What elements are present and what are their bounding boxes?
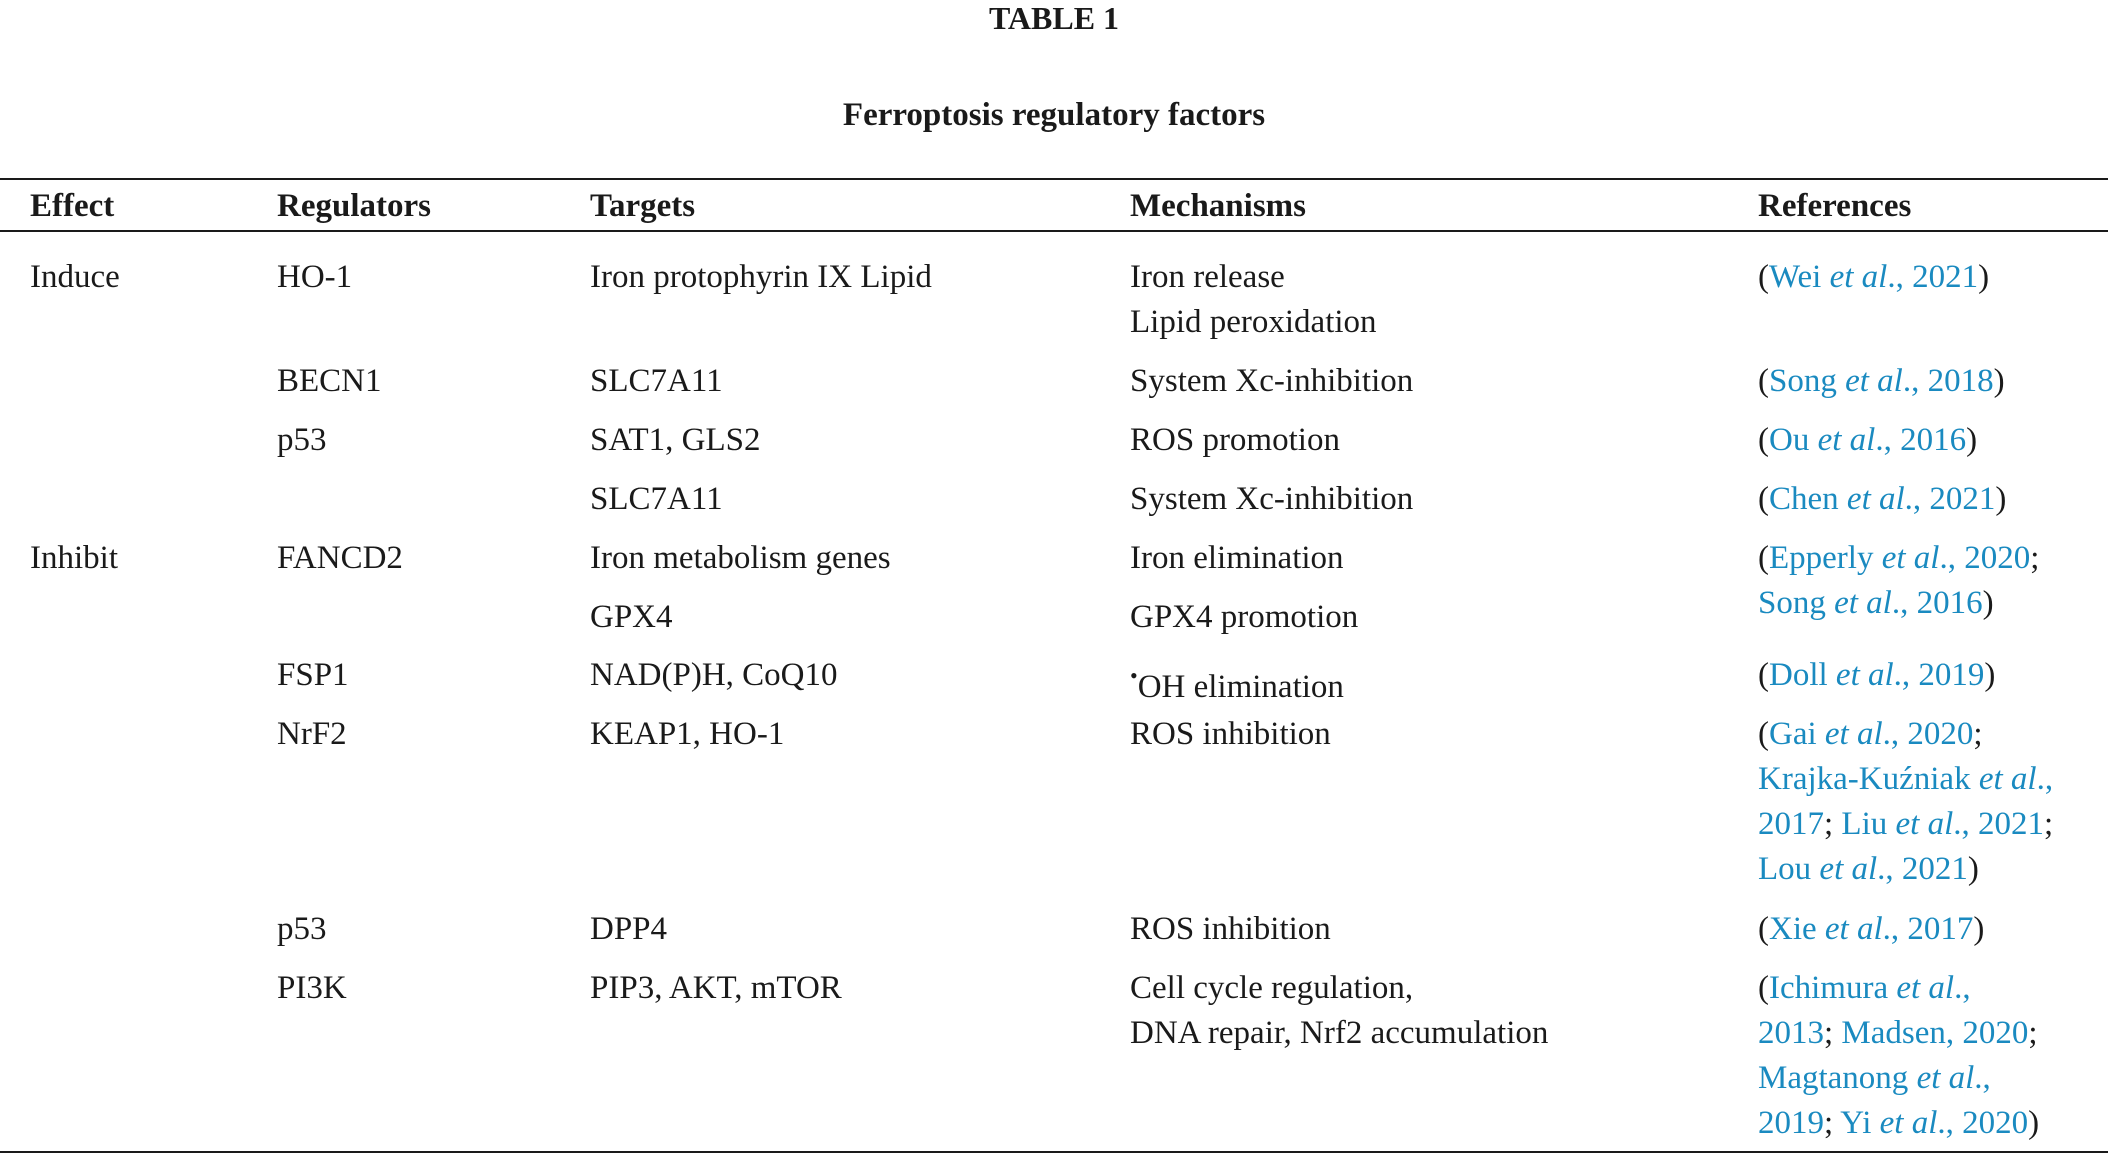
reference-cell: (Chen et al., 2021) <box>1758 481 2007 517</box>
reference-year[interactable]: ., 2016 <box>1891 585 1983 621</box>
reference-year[interactable]: ., 2021 <box>1877 851 1968 887</box>
reference-year[interactable]: ., 2020 <box>1882 716 1974 752</box>
reference-etal: et al <box>1835 657 1894 693</box>
reference-cell <box>1758 712 2053 892</box>
table-label: TABLE 1 <box>988 0 1120 36</box>
reference-etal: et al <box>1834 585 1892 621</box>
reference-punct: ., <box>1954 970 1971 1006</box>
header-regulators: Regulators <box>277 188 431 224</box>
reference-link[interactable]: Madsen, 2020 <box>1841 1015 2029 1051</box>
reference-link[interactable]: Magtanong <box>1758 1060 1917 1096</box>
reference-line: (Gai et al., 2020; <box>1758 716 1983 752</box>
reference-year[interactable]: ., 2021 <box>1904 481 1996 517</box>
reference-link[interactable]: Lou <box>1758 851 1812 887</box>
regulator-cell: p53 <box>277 911 327 947</box>
mechanism-cell <box>1130 966 1548 1056</box>
regulator-cell: FANCD2 <box>277 540 403 576</box>
reference-etal: et al <box>1881 540 1940 576</box>
regulator-cell: PI3K <box>277 970 347 1006</box>
reference-year[interactable]: ., 2020 <box>1937 1105 2029 1141</box>
reference-link[interactable]: Wei <box>1769 259 1822 295</box>
mechanism-cell: GPX4 promotion <box>1130 599 1359 635</box>
regulator-cell: FSP1 <box>277 657 349 693</box>
reference-line: (Epperly et al., 2020; <box>1758 540 2040 576</box>
table-title: Ferroptosis regulatory factors <box>842 97 1266 133</box>
reference-etal: et al <box>1896 970 1955 1006</box>
header-targets: Targets <box>590 188 696 224</box>
reference-line: Lou et al., 2021) <box>1758 851 1979 887</box>
reference-line: 2019; Yi et al., 2020) <box>1758 1105 2040 1141</box>
reference-year[interactable]: 2019 <box>1758 1105 1824 1141</box>
mechanism-cell: ROS promotion <box>1130 422 1340 458</box>
reference-link[interactable]: Epperly <box>1769 540 1874 576</box>
regulator-cell: p53 <box>277 422 327 458</box>
mechanism-cell: ROS inhibition <box>1130 716 1331 752</box>
header-rule <box>0 230 2108 232</box>
reference-year[interactable]: ., 2016 <box>1875 422 1967 458</box>
target-cell: KEAP1, HO-1 <box>590 716 785 752</box>
target-cell: SAT1, GLS2 <box>590 422 761 458</box>
reference-line: 2013; Madsen, 2020; <box>1758 1015 2038 1051</box>
target-cell: DPP4 <box>590 911 668 947</box>
mechanism-cell <box>1130 255 1377 345</box>
mechanism-line: Lipid peroxidation <box>1130 304 1377 340</box>
mechanism-cell: Iron elimination <box>1130 540 1344 576</box>
reference-link[interactable]: Liu <box>1841 806 1888 842</box>
header-references: References <box>1758 188 1912 224</box>
reference-cell <box>1758 966 2039 1146</box>
bottom-rule <box>0 1151 2108 1153</box>
reference-etal: et al <box>1845 363 1903 399</box>
target-cell: PIP3, AKT, mTOR <box>590 970 842 1006</box>
reference-cell: (Song et al., 2018) <box>1758 363 2005 399</box>
reference-etal: et al <box>1916 1060 1975 1096</box>
mechanism-text: OH elimination <box>1137 669 1344 705</box>
reference-year[interactable]: ., 2020 <box>1939 540 2031 576</box>
reference-link[interactable]: Krajka-Kuźniak <box>1758 761 1979 797</box>
reference-etal: et al <box>1879 1105 1938 1141</box>
reference-line <box>1758 1056 2039 1101</box>
reference-year[interactable]: ., 2018 <box>1902 363 1994 399</box>
reference-link[interactable]: Doll <box>1769 657 1828 693</box>
regulator-cell: BECN1 <box>277 363 382 399</box>
reference-year[interactable]: ., 2017 <box>1882 911 1974 947</box>
mechanism-cell <box>1130 653 1344 710</box>
target-cell: SLC7A11 <box>590 363 723 399</box>
reference-etal: et al <box>1817 422 1876 458</box>
reference-link[interactable]: Song <box>1758 585 1826 621</box>
reference-link[interactable]: Yi <box>1840 1105 1872 1141</box>
reference-line: (Ichimura et al., <box>1758 970 1971 1006</box>
effect-inhibit: Inhibit <box>30 540 118 576</box>
regulator-cell: HO-1 <box>277 259 353 295</box>
reference-year[interactable]: ., 2019 <box>1893 657 1985 693</box>
reference-cell: (Doll et al., 2019) <box>1758 657 1996 693</box>
target-cell: Iron protophyrin IX Lipid <box>590 259 932 295</box>
reference-cell: (Ou et al., 2016) <box>1758 422 1978 458</box>
mechanism-line: Cell cycle regulation, <box>1130 970 1414 1006</box>
target-cell: NAD(P)H, CoQ10 <box>590 657 838 693</box>
reference-line: 2017; Liu et al., 2021; <box>1758 806 2054 842</box>
reference-link[interactable]: Ichimura <box>1769 970 1897 1006</box>
target-cell: Iron metabolism genes <box>590 540 891 576</box>
reference-cell <box>1758 536 2039 626</box>
target-cell: GPX4 <box>590 599 673 635</box>
reference-link[interactable]: Chen <box>1769 481 1839 517</box>
reference-etal: et al <box>1978 761 2037 797</box>
reference-etal: et al <box>1846 481 1905 517</box>
reference-punct: ., <box>1974 1060 1991 1096</box>
reference-year[interactable]: 2013 <box>1758 1015 1824 1051</box>
radical-dot: • <box>1130 663 1138 688</box>
reference-cell: (Xie et al., 2017) <box>1758 911 1985 947</box>
mechanism-line: DNA repair, Nrf2 accumulation <box>1130 1015 1549 1051</box>
mechanism-line: Iron release <box>1130 259 1285 295</box>
reference-link[interactable]: Ou <box>1769 422 1810 458</box>
reference-year[interactable]: ., 2021 <box>1887 259 1979 295</box>
reference-year[interactable]: 2017 <box>1758 806 1824 842</box>
reference-etal: et al <box>1824 716 1883 752</box>
reference-link[interactable]: Xie <box>1769 911 1817 947</box>
effect-induce: Induce <box>30 259 120 295</box>
mechanism-cell: System Xc-inhibition <box>1130 481 1414 517</box>
reference-punct: ., <box>2036 761 2054 797</box>
reference-line: Song et al., 2016) <box>1758 585 1994 621</box>
reference-etal: et al <box>1819 851 1878 887</box>
header-effect: Effect <box>30 188 115 224</box>
mechanism-cell: System Xc-inhibition <box>1130 363 1414 399</box>
target-cell: SLC7A11 <box>590 481 723 517</box>
regulator-cell: NrF2 <box>277 716 347 752</box>
reference-cell: (Wei et al., 2021) <box>1758 259 1990 295</box>
reference-etal: et al <box>1829 259 1888 295</box>
reference-etal: et al <box>1824 911 1883 947</box>
mechanism-cell: ROS inhibition <box>1130 911 1331 947</box>
reference-link[interactable]: Gai <box>1769 716 1817 752</box>
reference-year[interactable]: ., 2021 <box>1953 806 2044 842</box>
reference-line <box>1758 757 2053 802</box>
top-rule <box>0 178 2108 180</box>
reference-link[interactable]: Song <box>1769 363 1837 399</box>
header-mechanisms: Mechanisms <box>1130 188 1306 224</box>
reference-etal: et al <box>1895 806 1954 842</box>
